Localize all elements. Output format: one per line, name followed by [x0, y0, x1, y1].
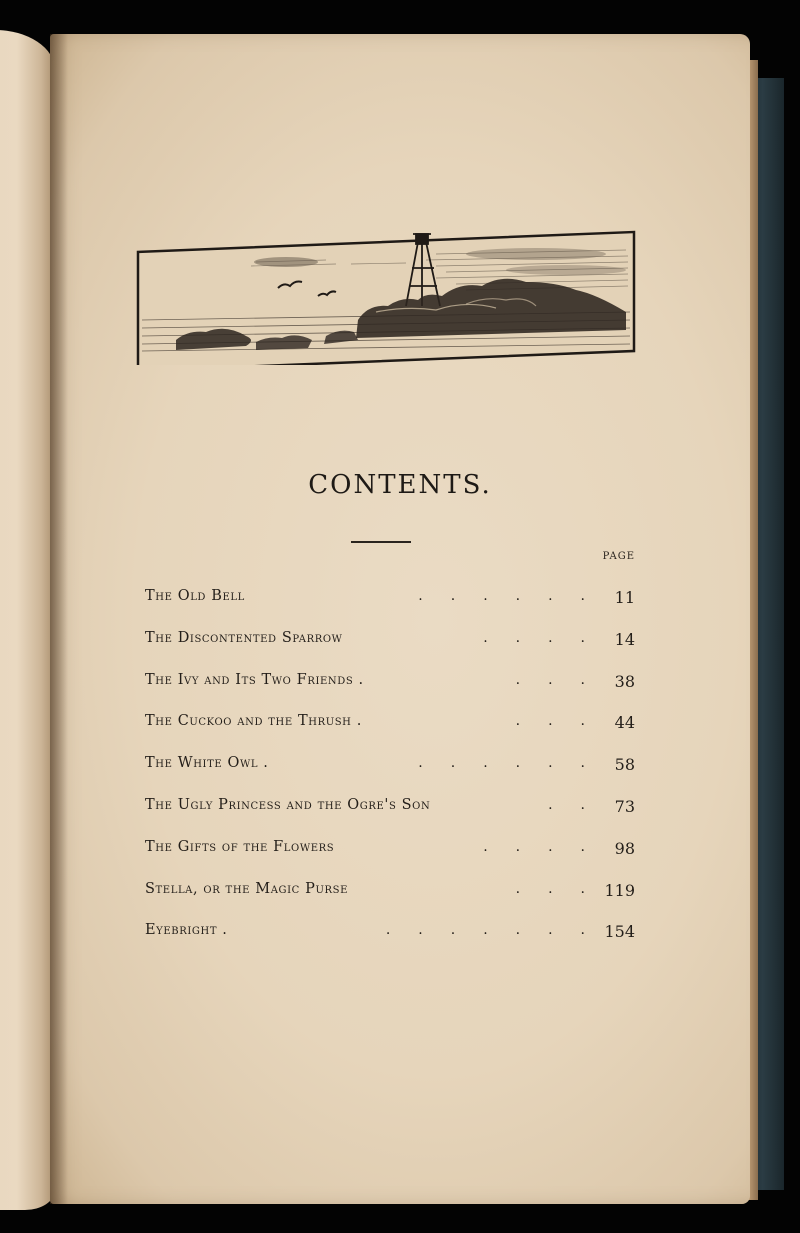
- toc-entry-page: 58: [614, 755, 635, 775]
- toc-entry: [145, 835, 635, 877]
- toc-entry: [145, 877, 635, 919]
- toc-entry-title: The Cuckoo and the Thrush .: [145, 713, 362, 730]
- toc-entry-page: 14: [614, 629, 635, 649]
- toc-entry-title: The Old Bell: [145, 588, 245, 604]
- toc-entry-title: The Ivy and Its Two Friends .: [145, 671, 364, 688]
- toc-entry: [145, 918, 635, 960]
- left-page: [0, 30, 55, 1210]
- toc-entry-page: 154: [604, 922, 635, 942]
- toc-entry: [145, 584, 635, 626]
- toc-entry-page: 98: [614, 838, 635, 858]
- leader-dots: . .: [548, 796, 585, 813]
- toc-entry: [145, 668, 635, 710]
- toc-entry: [145, 751, 635, 793]
- toc-entry-title: Stella, or the Magic Purse: [145, 880, 348, 897]
- page-column-label: PAGE: [602, 551, 635, 562]
- contents-heading: CONTENTS.: [308, 470, 492, 500]
- lighthouse-engraving: [136, 220, 636, 365]
- table-of-contents: [145, 584, 635, 960]
- toc-entry-page: 44: [614, 713, 635, 733]
- leader-dots: . . . . . .: [418, 755, 585, 772]
- toc-entry-page: 11: [614, 588, 635, 607]
- leader-dots: . . .: [515, 880, 585, 897]
- toc-entry: [145, 793, 635, 835]
- toc-entry-title: The Gifts of the Flowers: [145, 838, 335, 855]
- leader-dots: . . . . . .: [418, 588, 585, 604]
- toc-entry-page: 119: [604, 880, 635, 900]
- leader-dots: . . .: [515, 671, 585, 688]
- toc-entry-title: Eyebright .: [145, 922, 228, 939]
- toc-entry-title: The Discontented Sparrow: [145, 629, 343, 646]
- toc-entry: [145, 626, 635, 668]
- toc-entry-title: The White Owl .: [145, 755, 269, 772]
- toc-entry-page: 73: [614, 796, 635, 816]
- page-gutter-shadow: [50, 34, 68, 1204]
- toc-entry-page: 38: [614, 671, 635, 691]
- toc-entry-title: The Ugly Princess and the Ogre's Son: [145, 796, 431, 813]
- leader-dots: . . . .: [483, 838, 585, 855]
- toc-entry: [145, 709, 635, 751]
- leader-dots: . . .: [515, 713, 585, 730]
- leader-dots: . . . .: [483, 629, 585, 646]
- heading-rule: [351, 541, 411, 543]
- leader-dots: . . . . . . .: [385, 922, 585, 939]
